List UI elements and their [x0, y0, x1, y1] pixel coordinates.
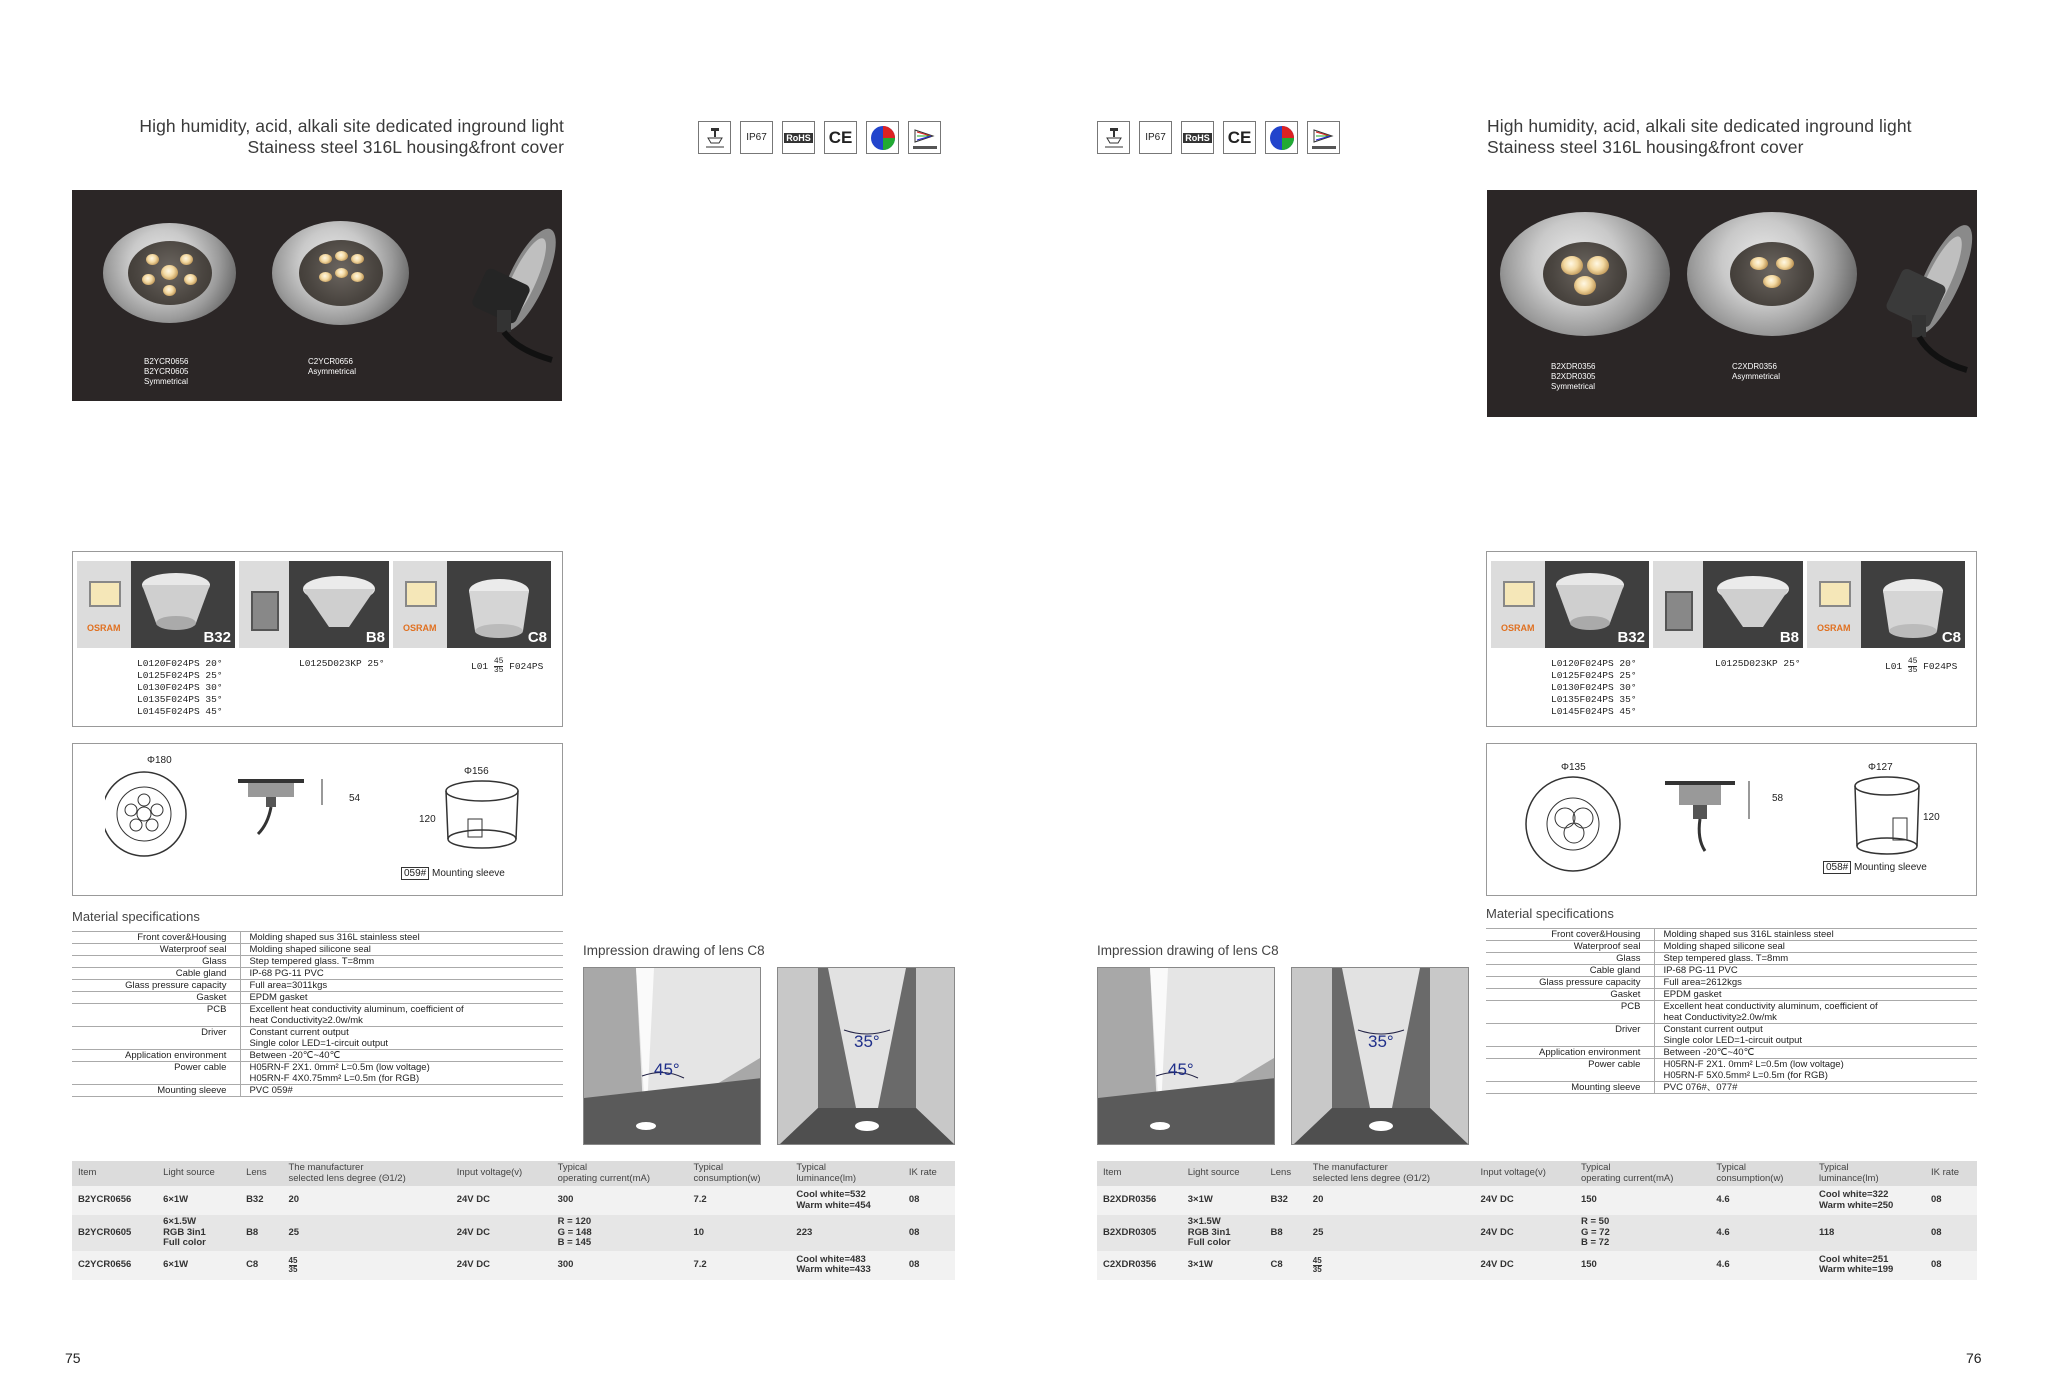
spec-row [1486, 1047, 1977, 1059]
lens-c8-list: L01 $\frac{45}{35}$ F024PS [1885, 657, 1958, 675]
certification-icons [698, 121, 941, 154]
table-row [72, 1251, 955, 1280]
lens-options-panel [1486, 551, 1977, 727]
column-header: Light source [157, 1161, 240, 1186]
table-cell-item: C2YCR0656 [72, 1251, 157, 1280]
spec-key: Gasket [1486, 989, 1655, 1001]
lamp-side-view-image [1872, 220, 1977, 380]
dimension-drawing [72, 743, 563, 896]
spec-key: Mounting sleeve [72, 1085, 241, 1097]
table-cell-deg: 25 [1307, 1215, 1475, 1251]
table-cell-cons: 4.6 [1710, 1186, 1813, 1215]
table-cell-item: B2XDR0305 [1097, 1215, 1182, 1251]
fraction-top: 45 [1312, 1255, 1322, 1265]
rgb-4c-type-icon [1307, 121, 1340, 154]
spec-key: Driver [1486, 1024, 1655, 1047]
table-cell-volt: 24V DC [451, 1186, 552, 1215]
table-cell-cur: R = 120 G = 148 B = 145 [552, 1215, 688, 1251]
spec-value: EPDM gasket [1655, 989, 1977, 1001]
lamp-asymmetrical-image [272, 221, 409, 325]
spec-value: H05RN-F 2X1. 0mm² L=0.5m (low voltage) H05RN-F 4X0.75mm² L=0.5m (for RGB) [241, 1062, 563, 1085]
sleeve-diameter-label: Φ127 [1868, 762, 1893, 773]
title-line-2: Stainess steel 316L housing&front cover [1487, 137, 1804, 157]
table-cell-cur: 150 [1575, 1251, 1710, 1280]
spec-key: Driver [72, 1027, 241, 1050]
degree-fraction [289, 1257, 298, 1274]
spec-row [1486, 1024, 1977, 1047]
spec-row [1486, 941, 1977, 953]
table-cell-lum: Cool white=532 Warm white=454 [790, 1186, 902, 1215]
table-row [72, 1215, 955, 1251]
lamp-symmetrical-image [103, 223, 236, 323]
lens-b32-list: L0120F024PS 20° L0125F024PS 25° L0130F024PS 30° L0135F024PS 35° L0145F024PS 45° [137, 658, 223, 717]
table-cell-lum: Cool white=483 Warm white=433 [790, 1251, 902, 1280]
table-cell-deg [283, 1251, 451, 1280]
spec-row [72, 944, 563, 956]
rgb-icon [1265, 121, 1298, 154]
rgb-icon [866, 121, 899, 154]
lens-c8-list: L01 $\frac{45}{35}$ F024PS [471, 657, 544, 675]
impression-title: Impression drawing of lens C8 [1097, 943, 1279, 958]
spec-value: Constant current output Single color LED=1-circuit output [241, 1027, 563, 1050]
spec-row [1486, 977, 1977, 989]
lens-c8-image: C8 [1861, 561, 1965, 648]
spec-key: Glass pressure capacity [1486, 977, 1655, 989]
table-row [1097, 1251, 1977, 1280]
inground-light-icon [698, 121, 731, 154]
spec-row [72, 956, 563, 968]
spec-key: Power cable [72, 1062, 241, 1085]
column-header: Item [1097, 1161, 1182, 1186]
spec-value: Constant current output Single color LED=1-circuit output [1655, 1024, 1977, 1047]
fraction-bottom: 35 [1312, 1264, 1322, 1274]
impression-drawing-35 [1291, 967, 1469, 1145]
impression-title: Impression drawing of lens C8 [583, 943, 765, 958]
table-cell-volt: 24V DC [1474, 1251, 1575, 1280]
lamp-side-view-image [457, 220, 562, 370]
rgb-chip-image [239, 561, 289, 648]
rohs-icon: RoHS [782, 121, 815, 154]
spec-value: PVC 076#、077# [1655, 1082, 1977, 1094]
spec-row [1486, 965, 1977, 977]
spec-value: Molding shaped silicone seal [241, 944, 563, 956]
table-cell-lum: Cool white=322 Warm white=250 [1813, 1186, 1925, 1215]
spec-key: Application environment [72, 1050, 241, 1062]
table-cell-cons: 4.6 [1710, 1215, 1813, 1251]
caption-asymmetrical: C2YCR0656 Asymmetrical [308, 357, 357, 376]
spec-row [72, 932, 563, 944]
spec-key: Glass pressure capacity [72, 980, 241, 992]
caption-symmetrical: B2YCR0656 B2YCR0605 Symmetrical [144, 357, 189, 386]
column-header: Typical consumption(w) [1710, 1161, 1813, 1186]
table-cell-src: 3×1W [1182, 1186, 1265, 1215]
lens-b8-image: B8 [289, 561, 389, 648]
table-cell-item: B2YCR0656 [72, 1186, 157, 1215]
certification-icons [1097, 121, 1340, 154]
table-header-row [72, 1161, 955, 1186]
product-table [1097, 1161, 1977, 1280]
ip67-icon: IP67 [1139, 121, 1172, 154]
column-header: Input voltage(v) [451, 1161, 552, 1186]
table-cell-lens: C8 [1264, 1251, 1306, 1280]
table-row [72, 1186, 955, 1215]
spec-title: Material specifications [1486, 906, 1614, 921]
rgb-chip-image [1653, 561, 1703, 648]
spec-key: Waterproof seal [72, 944, 241, 956]
table-row [1097, 1186, 1977, 1215]
table-header-row [1097, 1161, 1977, 1186]
spec-value: EPDM gasket [241, 992, 563, 1004]
table-cell-deg [1307, 1251, 1475, 1280]
fraction-bottom: 35 [288, 1264, 298, 1274]
column-header: Input voltage(v) [1474, 1161, 1575, 1186]
column-header: Lens [240, 1161, 282, 1186]
table-cell-volt: 24V DC [451, 1215, 552, 1251]
sleeve-diameter-label: Φ156 [464, 766, 489, 777]
spec-row [1486, 1082, 1977, 1094]
table-cell-volt: 24V DC [451, 1251, 552, 1280]
table-cell-src: 6×1W [157, 1251, 240, 1280]
table-cell-lens: B8 [240, 1215, 282, 1251]
spec-key: Mounting sleeve [1486, 1082, 1655, 1094]
column-header: Typical consumption(w) [688, 1161, 791, 1186]
title-line-2: Stainess steel 316L housing&front cover [247, 137, 564, 157]
spec-key: Glass [1486, 953, 1655, 965]
column-header: Typical luminance(lm) [790, 1161, 902, 1186]
table-cell-src: 6×1W [157, 1186, 240, 1215]
table-cell-ik: 08 [1925, 1251, 1977, 1280]
spec-row [72, 1062, 563, 1085]
table-cell-deg: 20 [1307, 1186, 1475, 1215]
spec-row [1486, 1001, 1977, 1024]
spec-table [1486, 928, 1977, 1094]
sleeve-height-label: 120 [419, 814, 436, 825]
table-cell-item: B2XDR0356 [1097, 1186, 1182, 1215]
impression-drawing-45 [1097, 967, 1275, 1145]
spec-value: H05RN-F 2X1. 0mm² L=0.5m (low voltage) H05RN-F 5X0.5mm² L=0.5m (for RGB) [1655, 1059, 1977, 1082]
table-cell-lum: 118 [1813, 1215, 1925, 1251]
page-number: 75 [65, 1350, 81, 1366]
column-header: The manufacturer selected lens degree (Θ1/2) [283, 1161, 451, 1186]
spec-row [1486, 929, 1977, 941]
spec-value: PVC 059# [241, 1085, 563, 1097]
spec-value: Step tempered glass. T=8mm [1655, 953, 1977, 965]
spec-value: IP-68 PG-11 PVC [241, 968, 563, 980]
spec-table [72, 931, 563, 1097]
product-photo [1487, 190, 1977, 417]
spec-row [72, 968, 563, 980]
angle-45-label: 45° [654, 1060, 680, 1079]
product-photo [72, 190, 562, 401]
caption-asymmetrical: C2XDR0356 Asymmetrical [1732, 362, 1781, 381]
spec-value: Molding shaped sus 316L stainless steel [1655, 929, 1977, 941]
spec-value: Between -20℃~40℃ [241, 1050, 563, 1062]
table-cell-lens: C8 [240, 1251, 282, 1280]
diameter-label: Φ180 [147, 755, 172, 766]
led-chip-image: OSRAM [1807, 561, 1861, 648]
spec-row [72, 980, 563, 992]
degree-fraction [1313, 1257, 1322, 1274]
table-cell-cons: 7.2 [688, 1251, 791, 1280]
table-cell-item: C2XDR0356 [1097, 1251, 1182, 1280]
spec-value: Molding shaped sus 316L stainless steel [241, 932, 563, 944]
spec-row [72, 992, 563, 1004]
led-chip-image: OSRAM [77, 561, 131, 648]
led-chip-image: OSRAM [393, 561, 447, 648]
inground-light-icon [1097, 121, 1130, 154]
spec-title: Material specifications [72, 909, 200, 924]
spec-row [72, 1050, 563, 1062]
table-cell-volt: 24V DC [1474, 1215, 1575, 1251]
column-header: Item [72, 1161, 157, 1186]
table-cell-cur: 300 [552, 1251, 688, 1280]
spec-key: Front cover&Housing [1486, 929, 1655, 941]
table-cell-lens: B8 [1264, 1215, 1306, 1251]
table-row [1097, 1215, 1977, 1251]
spec-value: Excellent heat conductivity aluminum, coefficient of heat Conductivity≥2.0w/mk [241, 1004, 563, 1027]
page-title [1487, 116, 2007, 158]
table-cell-cur: R = 50 G = 72 B = 72 [1575, 1215, 1710, 1251]
impression-drawing-35 [777, 967, 955, 1145]
spec-key: Gasket [72, 992, 241, 1004]
column-header: Typical operating current(mA) [552, 1161, 688, 1186]
title-line-1: High humidity, acid, alkali site dedicated inground light [139, 116, 564, 136]
spec-key: PCB [1486, 1001, 1655, 1024]
spec-key: Front cover&Housing [72, 932, 241, 944]
lens-b8-list: L0125D023KP 25° [299, 658, 385, 669]
table-cell-ik: 08 [1925, 1186, 1977, 1215]
spec-value: IP-68 PG-11 PVC [1655, 965, 1977, 977]
spec-value: Full area=2612kgs [1655, 977, 1977, 989]
product-table [72, 1161, 955, 1280]
lens-b32-image: B32 [1545, 561, 1649, 648]
spec-row [1486, 989, 1977, 1001]
lens-c8-image: C8 [447, 561, 551, 648]
spec-key: Application environment [1486, 1047, 1655, 1059]
lens-b32-image: B32 [131, 561, 235, 648]
table-cell-cur: 300 [552, 1186, 688, 1215]
table-cell-cons: 7.2 [688, 1186, 791, 1215]
column-header: Typical luminance(lm) [1813, 1161, 1925, 1186]
lens-b32-list: L0120F024PS 20° L0125F024PS 25° L0130F024PS 30° L0135F024PS 35° L0145F024PS 45° [1551, 658, 1637, 717]
page-title [60, 116, 564, 158]
mounting-sleeve-label: 058# Mounting sleeve [1823, 862, 1927, 873]
rohs-icon: RoHS [1181, 121, 1214, 154]
spec-key: Power cable [1486, 1059, 1655, 1082]
page-number: 76 [1966, 1350, 1982, 1366]
spec-key: PCB [72, 1004, 241, 1027]
column-header: Lens [1264, 1161, 1306, 1186]
spec-row [1486, 1059, 1977, 1082]
column-header: Typical operating current(mA) [1575, 1161, 1710, 1186]
table-cell-volt: 24V DC [1474, 1186, 1575, 1215]
spec-value: Step tempered glass. T=8mm [241, 956, 563, 968]
table-cell-ik: 08 [903, 1251, 955, 1280]
height-label: 58 [1772, 793, 1784, 804]
fraction-top: 45 [288, 1255, 298, 1265]
mounting-sleeve-label: 059# Mounting sleeve [401, 868, 505, 879]
spec-value: Full area=3011kgs [241, 980, 563, 992]
column-header: The manufacturer selected lens degree (Θ1/2) [1307, 1161, 1475, 1186]
lens-b8-image: B8 [1703, 561, 1803, 648]
spec-row [72, 1004, 563, 1027]
diameter-label: Φ135 [1561, 762, 1586, 773]
lamp-symmetrical-image [1500, 212, 1670, 336]
column-header: IK rate [903, 1161, 955, 1186]
spec-key: Cable gland [72, 968, 241, 980]
lens-b8-list: L0125D023KP 25° [1715, 658, 1801, 669]
table-cell-deg: 20 [283, 1186, 451, 1215]
table-cell-item: B2YCR0605 [72, 1215, 157, 1251]
ce-icon: CE [1223, 121, 1256, 154]
table-cell-ik: 08 [903, 1215, 955, 1251]
spec-value: Between -20℃~40℃ [1655, 1047, 1977, 1059]
title-line-1: High humidity, acid, alkali site dedicated inground light [1487, 116, 1912, 136]
dimension-drawing [1486, 743, 1977, 896]
spec-key: Cable gland [1486, 965, 1655, 977]
table-cell-ik: 08 [1925, 1215, 1977, 1251]
table-cell-src: 3×1W [1182, 1251, 1265, 1280]
ip67-icon: IP67 [740, 121, 773, 154]
spec-value: Molding shaped silicone seal [1655, 941, 1977, 953]
table-cell-src: 6×1.5W RGB 3in1 Full color [157, 1215, 240, 1251]
angle-45-label: 45° [1168, 1060, 1194, 1079]
angle-35-label: 35° [1368, 1032, 1394, 1051]
table-cell-cur: 150 [1575, 1186, 1710, 1215]
spec-row [72, 1085, 563, 1097]
table-cell-src: 3×1.5W RGB 3in1 Full color [1182, 1215, 1265, 1251]
rgb-4c-type-icon [908, 121, 941, 154]
table-cell-cons: 4.6 [1710, 1251, 1813, 1280]
table-cell-lens: B32 [1264, 1186, 1306, 1215]
column-header: Light source [1182, 1161, 1265, 1186]
table-cell-lum: Cool white=251 Warm white=199 [1813, 1251, 1925, 1280]
column-header: IK rate [1925, 1161, 1977, 1186]
height-label: 54 [349, 793, 361, 804]
spec-row [1486, 953, 1977, 965]
spec-row [72, 1027, 563, 1050]
spec-key: Waterproof seal [1486, 941, 1655, 953]
table-cell-lum: 223 [790, 1215, 902, 1251]
ce-icon: CE [824, 121, 857, 154]
table-cell-cons: 10 [688, 1215, 791, 1251]
lens-options-panel [72, 551, 563, 727]
table-cell-deg: 25 [283, 1215, 451, 1251]
table-cell-ik: 08 [903, 1186, 955, 1215]
caption-symmetrical: B2XDR0356 B2XDR0305 Symmetrical [1551, 362, 1596, 391]
lamp-asymmetrical-image [1687, 212, 1857, 336]
sleeve-height-label: 120 [1923, 812, 1940, 823]
angle-35-label: 35° [854, 1032, 880, 1051]
spec-value: Excellent heat conductivity aluminum, coefficient of heat Conductivity≥2.0w/mk [1655, 1001, 1977, 1024]
spec-key: Glass [72, 956, 241, 968]
impression-drawing-45 [583, 967, 761, 1145]
led-chip-image: OSRAM [1491, 561, 1545, 648]
table-cell-lens: B32 [240, 1186, 282, 1215]
